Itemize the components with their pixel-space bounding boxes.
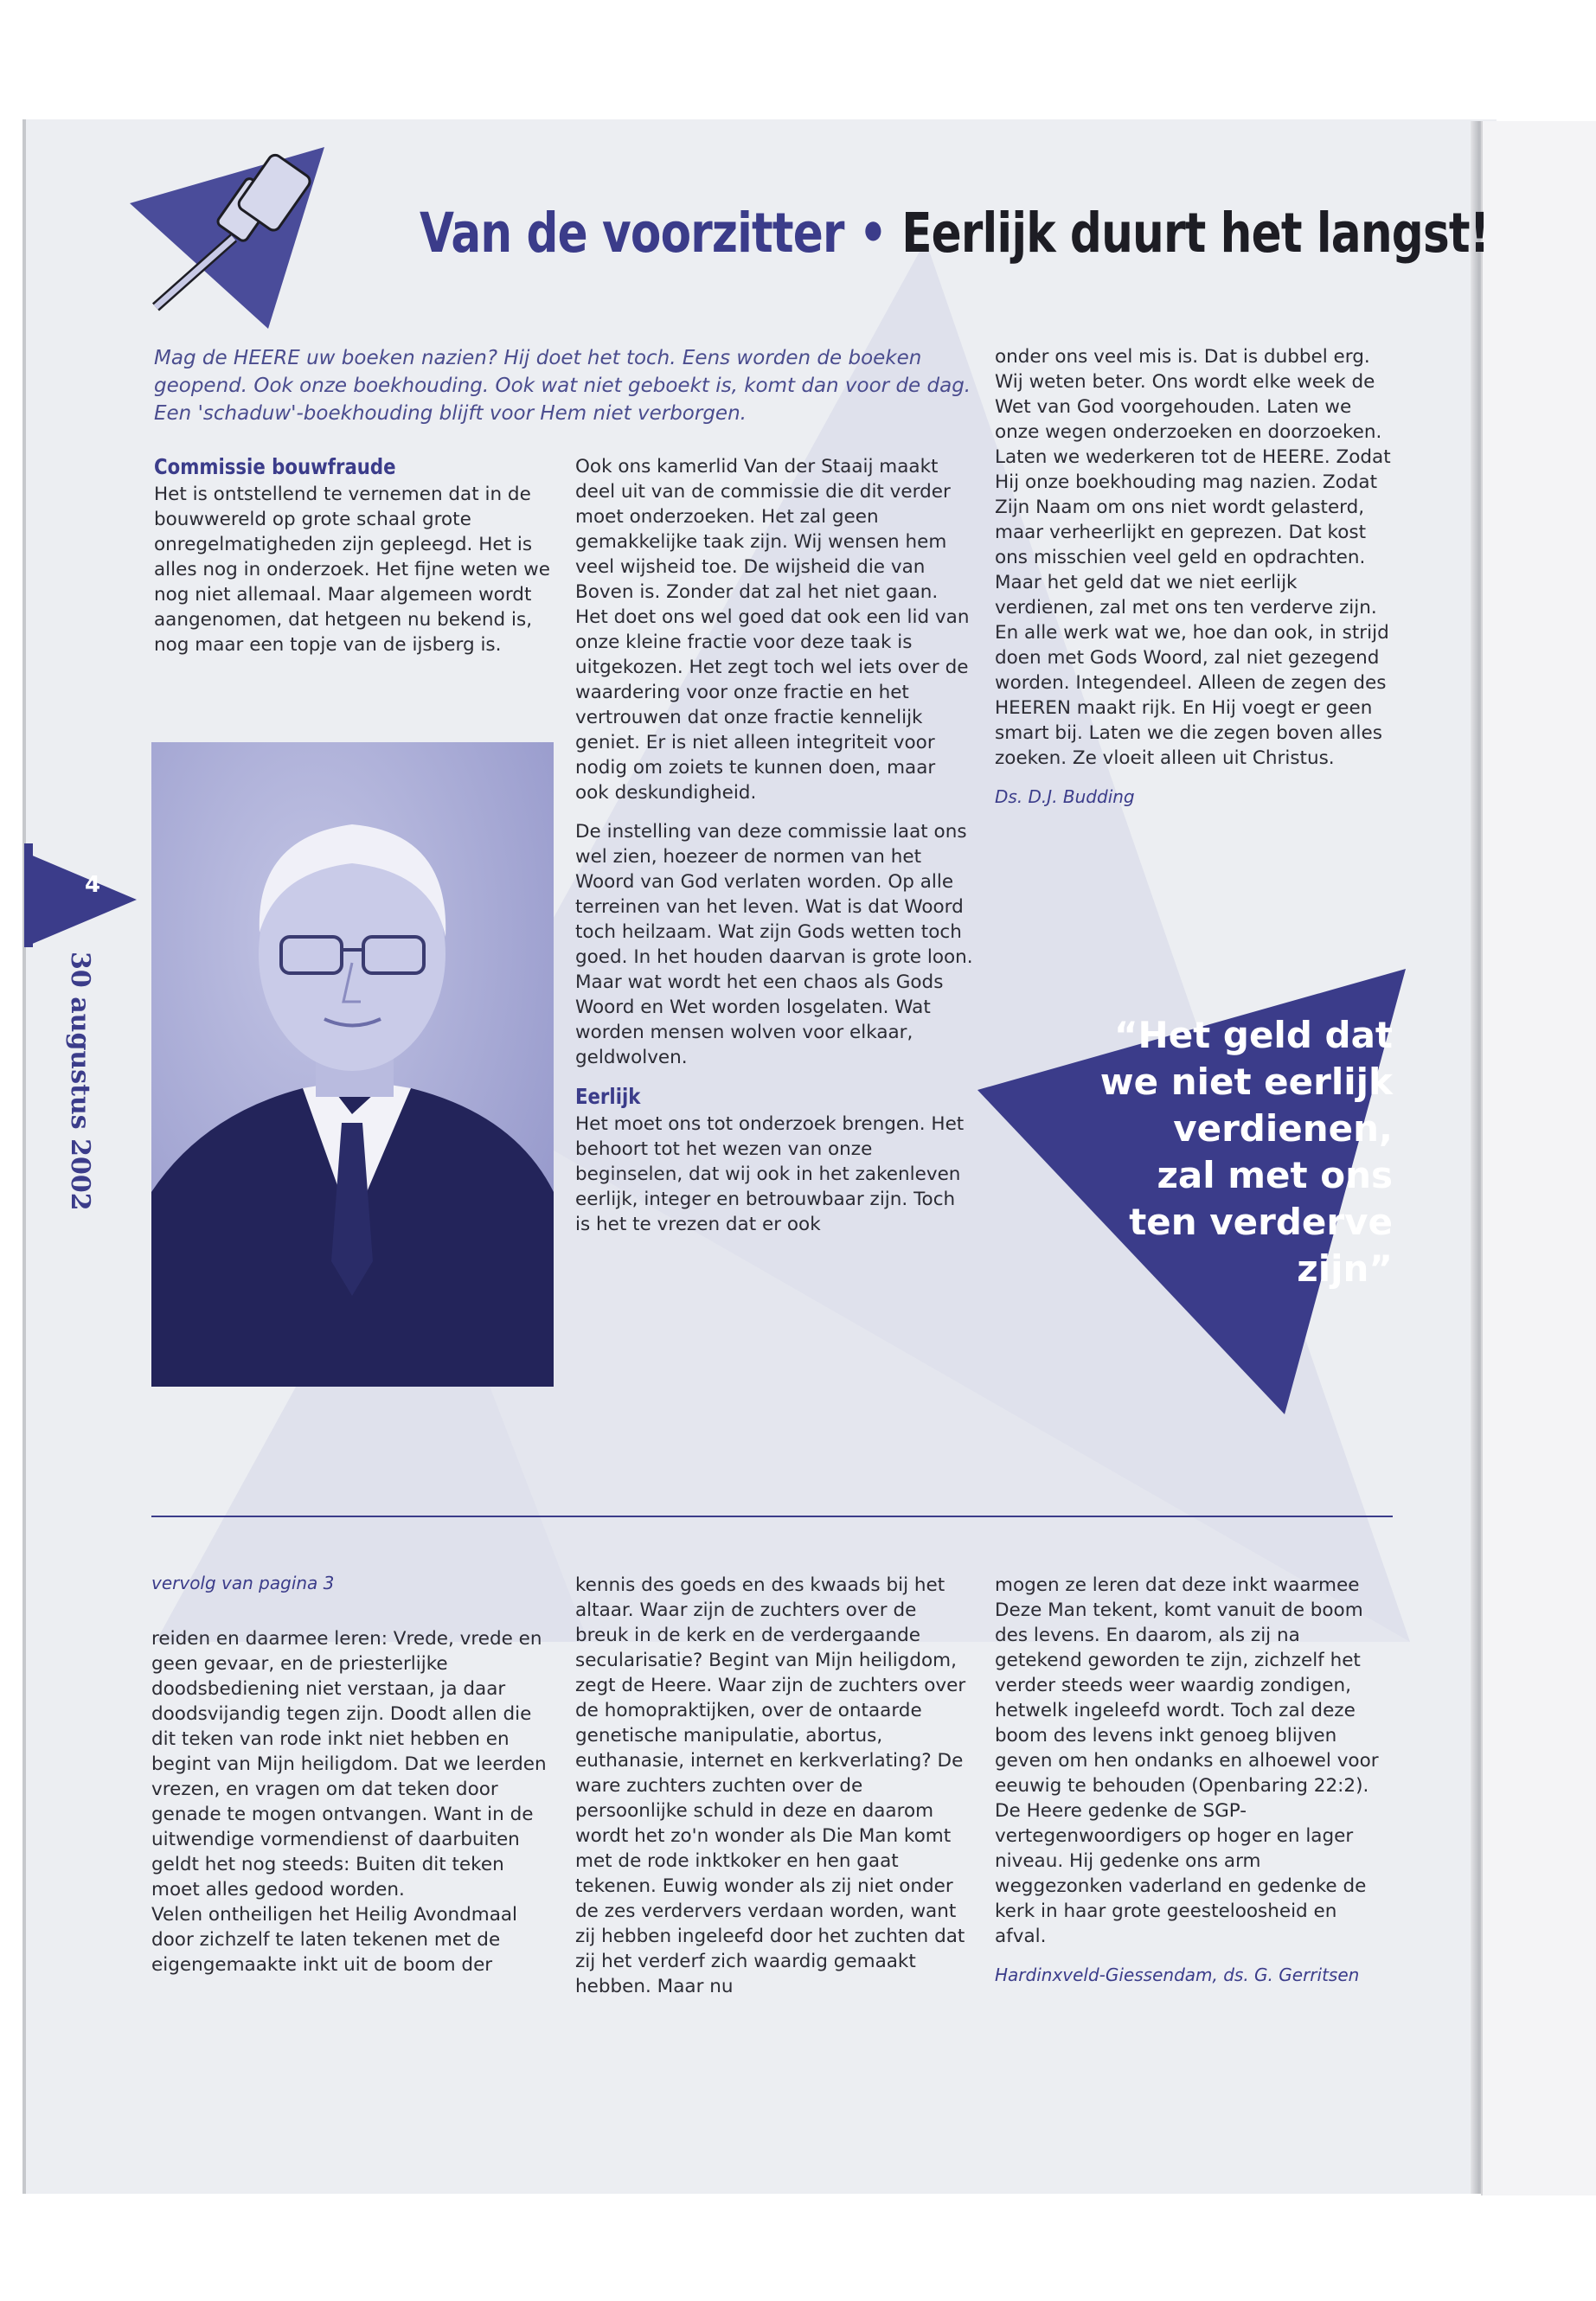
section-heading: Commissie bouwfraude [154, 454, 396, 479]
page-title [420, 202, 1489, 265]
section-divider [151, 1516, 1393, 1517]
continuation-column-1 [151, 1626, 549, 1991]
column-1 [154, 454, 556, 671]
author-signature: Ds. D.J. Budding [995, 786, 1135, 807]
paragraph: Het is ontstellend te vernemen dat in de bouwwereld op grote schaal grote onregelmatigheden zijn gepleegd. Het is alles nog in onderzoek. Het fijne weten we nog niet allemaal. Maar algemeen wordt aangenomen, dat hetgeen nu bekend is, nog maar een topje van de ijsberg is. [154, 484, 550, 656]
portrait-photo [151, 742, 554, 1387]
quote-line: zijn” [1297, 1247, 1393, 1290]
paragraph: mogen ze leren dat deze inkt waarmee Deze Man tekent, komt vanuit de boom des levens. En daarom, als zij na getekend geworden te zijn, zichzelf het verder steeds weer waardig zondigen, hetwelk ingeleefd wordt. Toch zal deze boom des levens inkt genoeg blijven geven om hen ondanks en alhoewel voor eeuwig te behouden (Openbaring 22:2). [995, 1574, 1379, 1797]
quote-line: “Het geld dat [1113, 1014, 1393, 1056]
adjacent-page-edge [1481, 121, 1596, 2195]
title-part-1: Van de voorzitter [420, 202, 844, 265]
paragraph: kennis des goeds en des kwaads bij het altaar. Waar zijn de zuchters over de breuk in de kerk en de verdergaande secularisatie? Begint van Mijn heiligdom, zegt de Heere. Waar zijn de zuchters over de homopraktijken, over de ontaarde genetische manipulatie, abortus, euthanasie, internet en kerkverlating? De ware zuchters zuchten over de persoonlijke schuld in deze en daarom wordt het zo'n wonder als Die Man komt met de rode inktkoker en hen gaat tekenen. Euwig wonder als zij niet onder de zes verdervers verdaan worden, want zij hebben ingeleefd door het zuchten dat zij het verderf zich waardig gemaakt hebben. Maar nu [575, 1574, 966, 1997]
paragraph: De Heere gedenke de SGP-vertegenwoordigers op hoger en lager niveau. Hij gedenke ons arm weggezonken vaderland en gedenke de kerk in haar grote geesteloosheid en afval. [995, 1800, 1367, 1947]
issue-date-text: 30 augustus 2002 [65, 952, 95, 1211]
column-3 [995, 344, 1393, 824]
gavel-icon [130, 147, 389, 337]
quote-line: we niet eerlijk [1099, 1061, 1393, 1103]
continuation-column-3 [995, 1573, 1393, 2002]
continuation-column-2 [575, 1573, 973, 2013]
paragraph: onder ons veel mis is. Dat is dubbel erg. Wij weten beter. Ons wordt elke week de Wet van God voorgehouden. Laten we onze wegen onderzoeken en doorzoeken. Laten we wederkeren tot de HEERE. Zodat Hij onze boekhouding mag nazien. Zodat Zijn Naam om ons niet wordt gelasterd, maar verheerlijkt en geprezen. Dat kost ons misschien veel geld en opdrachten. Maar het geld dat we niet eerlijk verdienen, zal met ons ten verderve zijn. En alle werk wat we, hoe dan ook, in strijd doen met Gods Woord, zal niet gezegend worden. Integendeel. Alleen de zegen des HEEREN maakt rijk. En Hij voegt er geen smart bij. Laten we die zegen boven alles zoeken. Ze vloeit alleen uit Christus. [995, 346, 1391, 769]
portrait-illustration [151, 742, 554, 1387]
title-part-2: Eerlijk duurt het langst! [901, 202, 1490, 265]
quote-line: zal met ons [1157, 1154, 1393, 1196]
author-signature: Hardinxveld-Giessendam, ds. G. Gerritsen [995, 1965, 1360, 1985]
quote-line: ten verderve [1129, 1201, 1393, 1243]
quote-line: verdienen, [1173, 1107, 1393, 1150]
page-number: 4 [85, 872, 101, 898]
paragraph: Maar wat wordt het een chaos als Gods Woord en Wet worden losgelaten. Wat worden mensen wolven voor elkaar, geldwolven. [575, 971, 944, 1068]
paragraph: Het moet ons tot onderzoek brengen. Het behoort tot het wezen van onze beginselen, dat wij ook in het zakenleven eerlijk, integer en betrouwbaar zijn. Toch is het te vrezen dat er ook [575, 1113, 965, 1235]
paragraph: reiden en daarmee leren: Vrede, vrede en geen gevaar, en de priesterlijke doodsbediening niet verstaan, ja daar doodsvijandig tegen zijn. Doodt allen die dit teken van rode inkt niet hebben en begint van Mijn heiligdom. Dat we leerden vrezen, en vragen om dat teken door genade te mogen ontvangen. Want in de uitwendige vormendienst of daarbuiten geldt het nog steeds: Buiten dit teken moet alles gedood worden. [151, 1628, 547, 1900]
section-heading: Eerlijk [575, 1084, 641, 1109]
pull-quote [1029, 1012, 1393, 1292]
continuation-label: vervolg van pagina 3 [151, 1573, 335, 1593]
title-bullet: • [858, 202, 888, 265]
issue-date [61, 952, 95, 1211]
paragraph: De instelling van deze commissie laat ons wel zien, hoezeer de normen van het Woord van God verlaten worden. Op alle terreinen van het leven. Wat is dat Woord toch heilzaam. Wat zijn Gods wetten toch goed. In het houden daarvan is grote loon. [575, 821, 973, 968]
intro-text: Mag de HEERE uw boeken nazien? Hij doet het toch. Eens worden de boeken geopend. Ook onze boekhouding. Ook wat niet geboekt is, komt dan voor de dag. Een 'schaduw'-boekhouding blijft voor Hem niet verborgen. [154, 347, 971, 425]
paragraph: Ook ons kamerlid Van der Staaij maakt deel uit van de commissie die dit verder moet onderzoeken. Het zal geen gemakkelijke taak zijn. Wij wensen hem veel wijsheid toe. De wijsheid die van Boven is. Zonder dat zal het niet gaan. Het doet ons wel goed dat ook een lid van onze kleine fractie voor deze taak is uitgekozen. Het zegt toch wel iets over de waardering voor onze fractie en het vertrouwen dat onze fractie kennelijk geniet. Er is niet alleen integriteit voor nodig om zoiets te kunnen doen, maar ook deskundigheid. [575, 456, 970, 804]
paragraph: Velen ontheiligen het Heilig Avondmaal door zichzelf te laten tekenen met de eigengemaakte inkt uit de boom der [151, 1904, 518, 1976]
column-2 [575, 454, 973, 1251]
page-number-tab [24, 852, 145, 947]
